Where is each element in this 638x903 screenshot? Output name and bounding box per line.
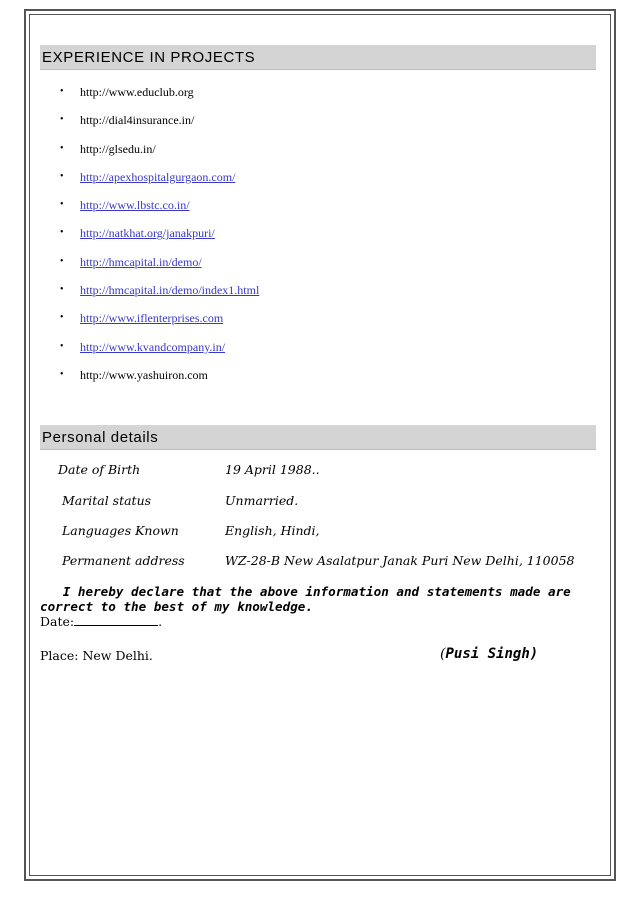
date-suffix: .	[158, 614, 163, 629]
project-url: http://www.educlub.org	[80, 85, 194, 99]
list-item	[60, 197, 259, 225]
address-value: WZ-28-B New Asalatpur Janak Puri New Delhi, 110058	[225, 553, 575, 568]
project-link[interactable]: http://apexhospitalgurgaon.com/	[80, 169, 236, 184]
date-line	[40, 614, 162, 629]
experience-heading: EXPERIENCE IN PROJECTS	[40, 45, 596, 70]
project-link[interactable]: http://hmcapital.in/demo/	[80, 254, 202, 269]
project-link[interactable]: http://www.lbstc.co.in/	[80, 198, 190, 213]
project-url: http://dial4insurance.in/	[80, 113, 195, 128]
bullet-icon: •	[60, 170, 64, 182]
bullet-icon: •	[60, 312, 64, 324]
bullet-icon: •	[60, 199, 64, 211]
languages-value: English, Hindi,	[225, 523, 320, 538]
signature	[440, 646, 538, 663]
bullet-icon: •	[60, 284, 64, 296]
personal-heading: Personal details	[40, 425, 596, 450]
list-item	[60, 310, 259, 338]
signature-name: Pusi Singh)	[445, 646, 539, 662]
list-item	[60, 254, 259, 282]
project-link[interactable]: http://hmcapital.in/demo/index1.html	[80, 283, 260, 298]
place-line: Place: New Delhi.	[40, 648, 153, 663]
list-item	[60, 367, 259, 395]
declaration-statement: I hereby declare that the above information and statements made are correct to the best of my knowledge.	[40, 584, 579, 614]
list-item	[60, 339, 259, 367]
bullet-icon: •	[60, 114, 64, 126]
project-link[interactable]: http://www.iflenterprises.com	[80, 311, 224, 326]
list-item	[60, 225, 259, 253]
bullet-icon: •	[60, 368, 64, 380]
bullet-icon: •	[60, 255, 64, 267]
dob-label: Date of Birth	[58, 462, 141, 477]
bullet-icon: •	[60, 142, 64, 154]
project-link[interactable]: http://www.kvandcompany.in/	[80, 339, 226, 354]
project-url: http://glsedu.in/	[80, 141, 156, 156]
bullet-icon: •	[60, 340, 64, 352]
projects-list	[60, 84, 259, 395]
project-link[interactable]: http://natkhat.org/janakpuri/	[80, 226, 215, 241]
address-label: Permanent address	[62, 553, 185, 568]
dob-value: 19 April 1988..	[225, 462, 320, 477]
date-blank	[74, 614, 158, 626]
list-item	[60, 169, 259, 197]
marital-value: Unmarried.	[225, 493, 299, 508]
bullet-icon: •	[60, 86, 64, 97]
marital-label: Marital status	[62, 493, 152, 508]
list-item	[60, 112, 259, 140]
project-url: http://www.yashuiron.com	[80, 367, 208, 382]
list-item	[60, 141, 259, 169]
bullet-icon: •	[60, 227, 64, 239]
date-label: Date:	[40, 614, 75, 629]
languages-label: Languages Known	[62, 523, 179, 538]
list-item	[60, 84, 259, 112]
list-item	[60, 282, 259, 310]
signature-open: (	[440, 646, 446, 662]
declaration-text	[40, 584, 600, 614]
